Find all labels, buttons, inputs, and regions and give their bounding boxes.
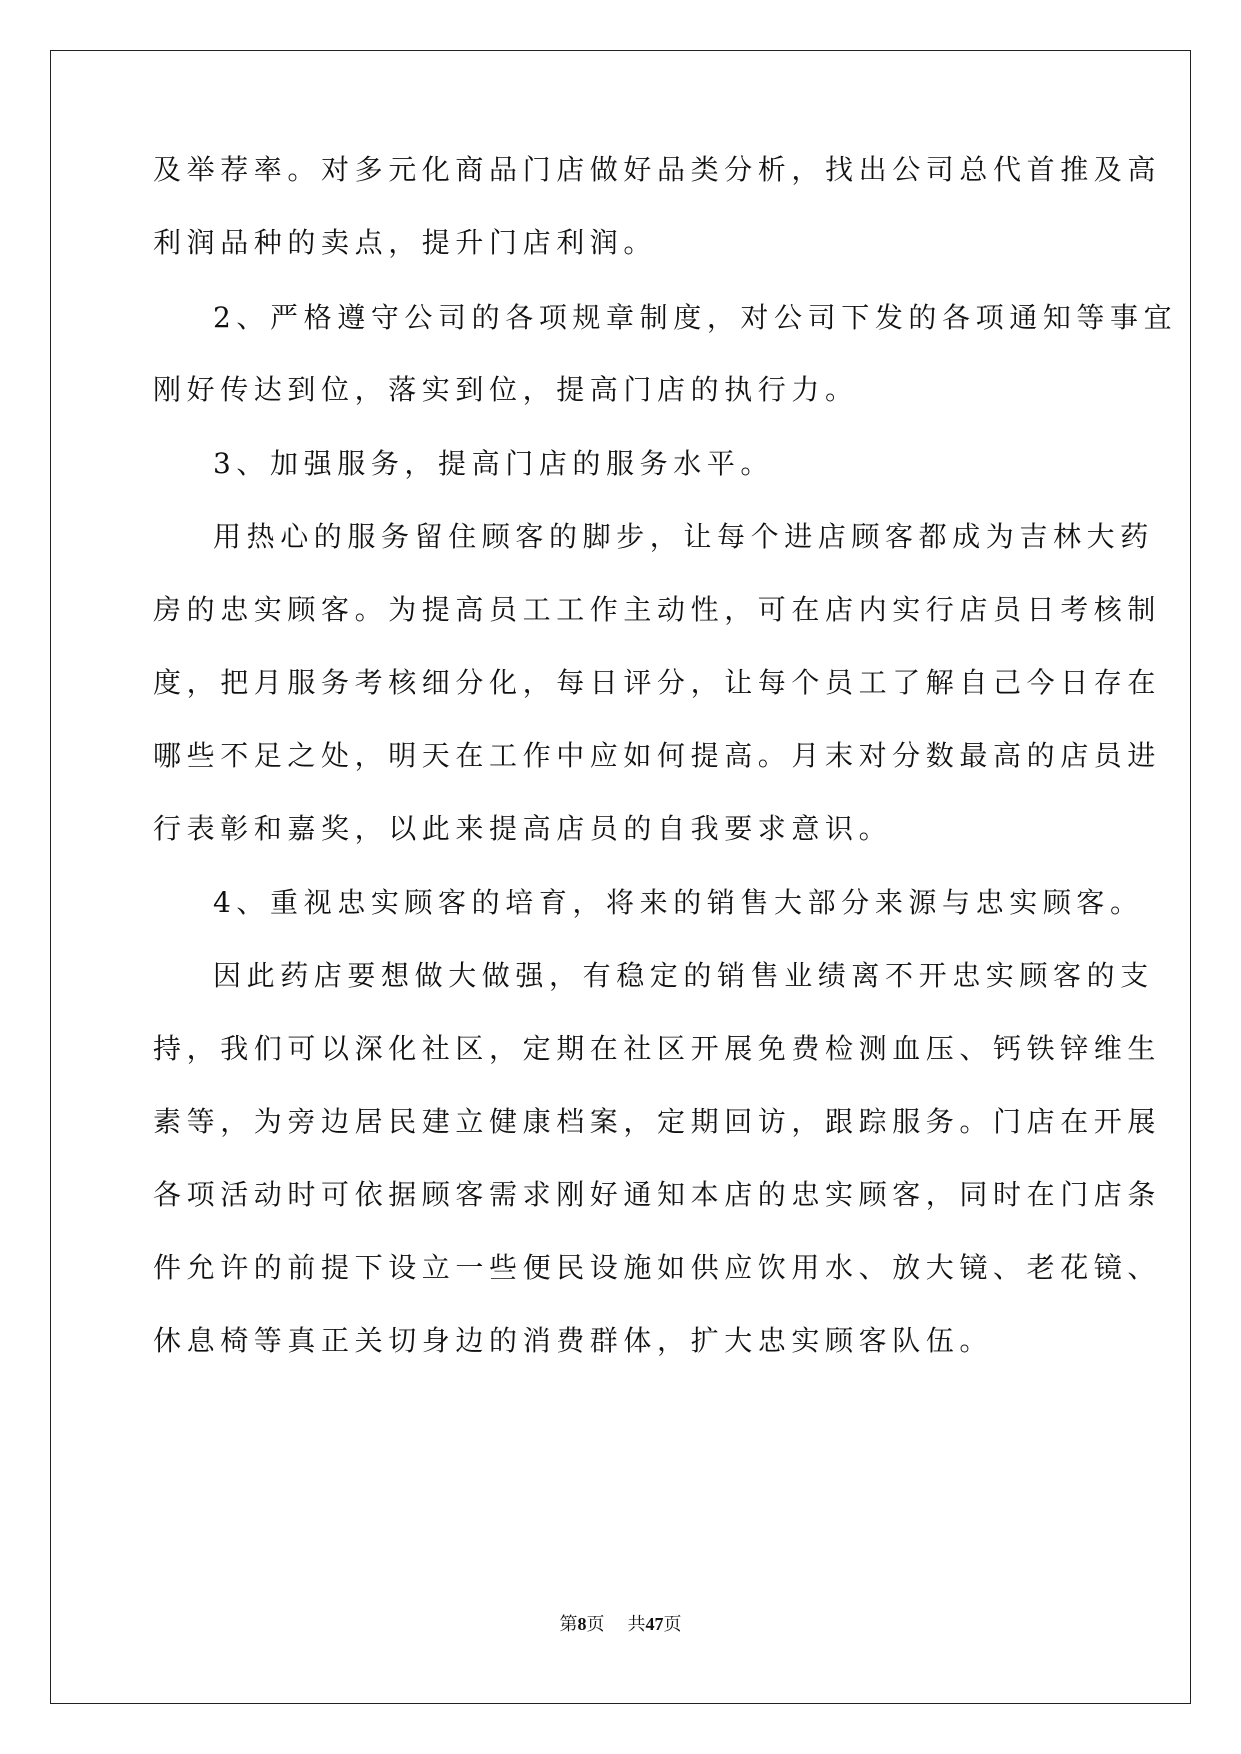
text-line: 2、严格遵守公司的各项规章制度，对公司下发的各项通知等事宜 <box>213 301 1178 334</box>
text-line: 3、加强服务，提高门店的服务水平。 <box>213 447 775 480</box>
page-number: 8 <box>577 1614 587 1634</box>
text-line: 件允许的前提下设立一些便民设施如供应饮用水、放大镜、老花镜、 <box>153 1251 1162 1284</box>
total-suffix: 页 <box>663 1614 682 1635</box>
total-prefix: 共 <box>627 1614 646 1635</box>
text-line: 休息椅等真正关切身边的消费群体，扩大忠实顾客队伍。 <box>153 1324 994 1357</box>
text-line: 利润品种的卖点，提升门店利润。 <box>153 226 658 259</box>
text-line: 各项活动时可依据顾客需求刚好通知本店的忠实顾客，同时在门店条 <box>153 1178 1162 1211</box>
text-line: 刚好传达到位，落实到位，提高门店的执行力。 <box>153 373 859 406</box>
text-line: 房的忠实顾客。为提高员工工作主动性，可在店内实行店员日考核制 <box>153 593 1162 626</box>
text-line: 及举荐率。对多元化商品门店做好品类分析，找出公司总代首推及高 <box>153 153 1162 186</box>
text-line: 4、重视忠实顾客的培育，将来的销售大部分来源与忠实顾客。 <box>213 886 1144 919</box>
text-line: 素等，为旁边居民建立健康档案，定期回访，跟踪服务。门店在开展 <box>153 1105 1162 1138</box>
text-line: 哪些不足之处，明天在工作中应如何提高。月末对分数最高的店员进 <box>153 739 1162 772</box>
total-pages: 47 <box>645 1614 664 1634</box>
text-line: 度，把月服务考核细分化，每日评分，让每个员工了解自己今日存在 <box>153 666 1162 699</box>
text-line: 行表彰和嘉奖，以此来提高店员的自我要求意识。 <box>153 812 893 845</box>
page-prefix: 第 <box>559 1614 578 1635</box>
page-footer <box>0 1612 1241 1637</box>
page-suffix: 页 <box>586 1614 605 1635</box>
text-line: 因此药店要想做大做强，有稳定的销售业绩离不开忠实顾客的支 <box>213 959 1154 992</box>
text-line: 持，我们可以深化社区，定期在社区开展免费检测血压、钙铁锌维生 <box>153 1032 1162 1065</box>
text-line: 用热心的服务留住顾客的脚步，让每个进店顾客都成为吉林大药 <box>213 520 1154 553</box>
